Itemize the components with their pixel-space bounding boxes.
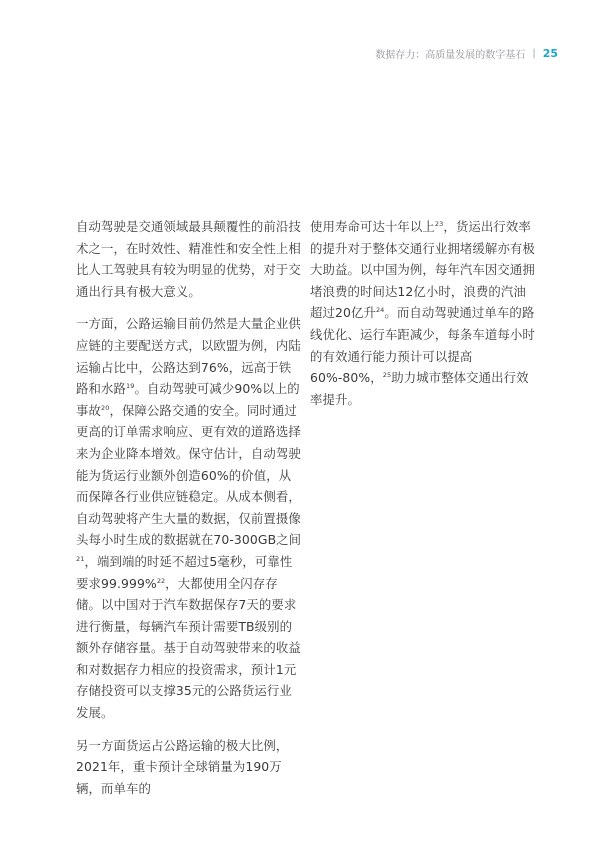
text-run: 一方面，公路运输目前仍然是大量企业供应链的主要配送方式，以欧盟为例，内陆运输占比中，公路达到76%，远高于铁路和水路: [76, 316, 301, 397]
footnote-marker: 21: [76, 554, 85, 563]
paragraph: [76, 735, 302, 800]
left-column: [76, 216, 302, 810]
text-run: ，保障公路交通的安全。同时通过更高的订单需求响应、更有效的道路选择来为企业降本增效。保守估计，自动驾驶能为货运行业额外创造60%的价值，从而保障各行业供应链稳定。从成本侧看，自动驾驶将产生大量的数据，仅前置摄像头每小时生成的数据就在70-300GB之间: [76, 402, 302, 548]
text-run: 。而自动驾驶通过单车的路线优化、运行车距减少，每条车道每小时的有效通行能力预计可以提高60%-80%，: [310, 305, 535, 386]
header-title: 数据存力：高质量发展的数字基石: [375, 50, 526, 61]
footnote-marker: 22: [156, 576, 166, 585]
text-run: 。自动驾驶可减少90%以上的事故: [76, 381, 300, 418]
page-header: [375, 46, 558, 61]
paragraph: [76, 216, 302, 302]
paragraph: [76, 313, 302, 723]
text-run: 助力城市整体交通出行效率提升。: [310, 370, 529, 407]
footnote-marker: 25: [382, 371, 392, 380]
paragraph: [310, 216, 536, 410]
text-run: ，端到端的时延不超过5毫秒，可靠性要求99.999%: [76, 553, 293, 591]
right-column: [310, 216, 536, 421]
header-separator: |: [532, 48, 536, 59]
footnote-marker: 23: [434, 220, 444, 228]
text-run: ，货运出行效率的提升对于整体交通行业拥堵缓解亦有极大助益。以中国为例，每年汽车因交通拥堵浪费的时间达12亿小时，浪费的汽油超过20亿升: [310, 219, 535, 321]
text-run: 自动驾驶是交通领域最具颠覆性的前沿技术之一，在时效性、精准性和安全性上相比人工驾驶具有较为明显的优势，对于交通出行具有极大意义。: [76, 219, 301, 299]
footnote-marker: 24: [375, 306, 385, 315]
text-run: ，大都使用全闪存存储。以中国对于汽车数据保存7天的要求进行衡量，每辆汽车预计需要TB级别的额外存储容量。基于自动驾驶带来的收益和对数据存力相应的投资需求，预计1元存储投资可以支撑35元的公路货运行业发展。: [76, 575, 301, 721]
footnote-marker: 20: [100, 403, 110, 412]
text-run: 另一方面货运占公路运输的极大比例，2021年，重卡预计全球销量为190万辆，而单车的: [76, 737, 289, 796]
page-number: 25: [542, 47, 558, 60]
footnote-marker: 19: [125, 382, 135, 391]
text-run: 使用寿命可达十年以上: [310, 219, 435, 234]
